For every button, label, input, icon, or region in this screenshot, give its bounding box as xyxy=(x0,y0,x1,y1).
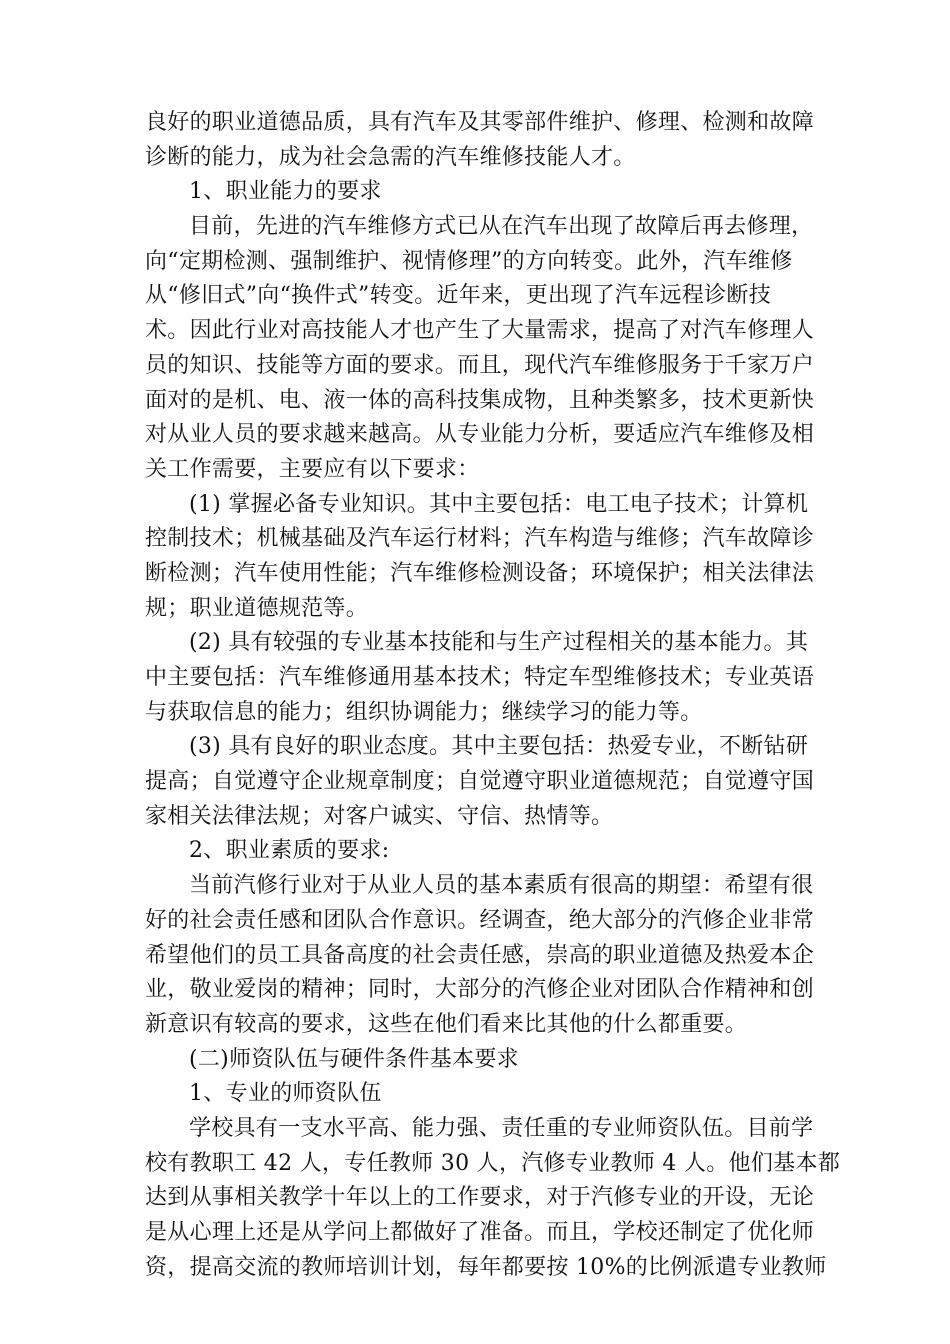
text-line: 向“定期检测、强制维护、视情修理”的方向转变。此外，汽车维修 xyxy=(145,248,793,274)
text-line: 学校具有一支水平高、能力强、责任重的专业师资队伍。目前学 xyxy=(189,1115,814,1141)
text-line: 良好的职业道德品质，具有汽车及其零部件维护、修理、检测和故障 xyxy=(145,110,815,135)
text-line: (3) 具有良好的职业态度。其中主要包括：热爱专业，不断钻研 xyxy=(189,734,809,760)
text-line: 新意识有较高的要求，这些在他们看来比其他的什么都重要。 xyxy=(145,1011,748,1037)
text-line: 对从业人员的要求越来越高。从专业能力分析，要适应汽车维修及相 xyxy=(145,422,815,448)
text-line: 资，提高交流的教师培训计划，每年都要按 10%的比例派遣专业教师 xyxy=(145,1254,827,1280)
document-page xyxy=(145,106,841,1285)
text-line: (二)师资队伍与硬件条件基本要求 xyxy=(189,1046,519,1072)
text-line: 当前汽修行业对于从业人员的基本素质有很高的期望：希望有很 xyxy=(189,873,814,899)
text-line: 从“修旧式”向“换件式”转变。近年来，更出现了汽车远程诊断技 xyxy=(145,283,771,309)
text-line: 术。因此行业对高技能人才也产生了大量需求，提高了对汽车修理人 xyxy=(145,318,815,344)
text-line: 规；职业道德规范等。 xyxy=(145,595,369,621)
text-line: 2、职业素质的要求: xyxy=(189,838,390,864)
text-line: 断检测；汽车使用性能；汽车维修检测设备；环境保护；相关法律法 xyxy=(145,560,815,586)
text-line: 1、职业能力的要求 xyxy=(189,179,382,205)
text-line: 关工作需要，主要应有以下要求： xyxy=(145,456,480,482)
text-line: 中主要包括：汽车维修通用基本技术；特定车型维修技术；专业英语 xyxy=(145,665,815,690)
text-line: 达到从事相关教学十年以上的工作要求，对于汽修专业的开设，无论 xyxy=(145,1185,815,1211)
text-line: 校有教职工 42 人，专任教师 30 人，汽修专业教师 4 人。他们基本都 xyxy=(145,1150,841,1176)
text-line: 希望他们的员工具备高度的社会责任感，崇高的职业道德及热爱本企 xyxy=(145,942,815,968)
text-line: (1) 掌握必备专业知识。其中主要包括：电工电子技术；计算机 xyxy=(189,491,809,517)
text-line: 目前，先进的汽车维修方式已从在汽车出现了故障后再去修理， xyxy=(189,214,814,240)
text-line: 业，敬业爱岗的精神；同时，大部分的汽修企业对团队合作精神和创 xyxy=(145,977,815,1003)
text-line: 家相关法律法规；对客户诚实、守信、热情等。 xyxy=(145,803,614,829)
text-line: 是从心理上还是从学问上都做好了准备。而且，学校还制定了优化师 xyxy=(145,1220,815,1245)
text-line: 与获取信息的能力；组织协调能力；继续学习的能力等。 xyxy=(145,699,703,725)
text-line: 好的社会责任感和团队合作意识。经调查，绝大部分的汽修企业非常 xyxy=(145,907,815,933)
text-line: 1、专业的师资队伍 xyxy=(189,1081,382,1107)
text-line: 员的知识、技能等方面的要求。而且，现代汽车维修服务于千家万户 xyxy=(145,352,815,378)
text-line: 面对的是机、电、液一体的高科技集成物，且种类繁多，技术更新快 xyxy=(145,387,815,413)
text-line: 提高；自觉遵守企业规章制度；自觉遵守职业道德规范；自觉遵守国 xyxy=(145,769,815,795)
text-line: (2) 具有较强的专业基本技能和与生产过程相关的基本能力。其 xyxy=(189,630,809,656)
text-line: 控制技术；机械基础及汽车运行材料；汽车构造与维修；汽车故障诊 xyxy=(145,526,815,552)
text-line: 诊断的能力，成为社会急需的汽车维修技能人才。 xyxy=(145,144,636,170)
